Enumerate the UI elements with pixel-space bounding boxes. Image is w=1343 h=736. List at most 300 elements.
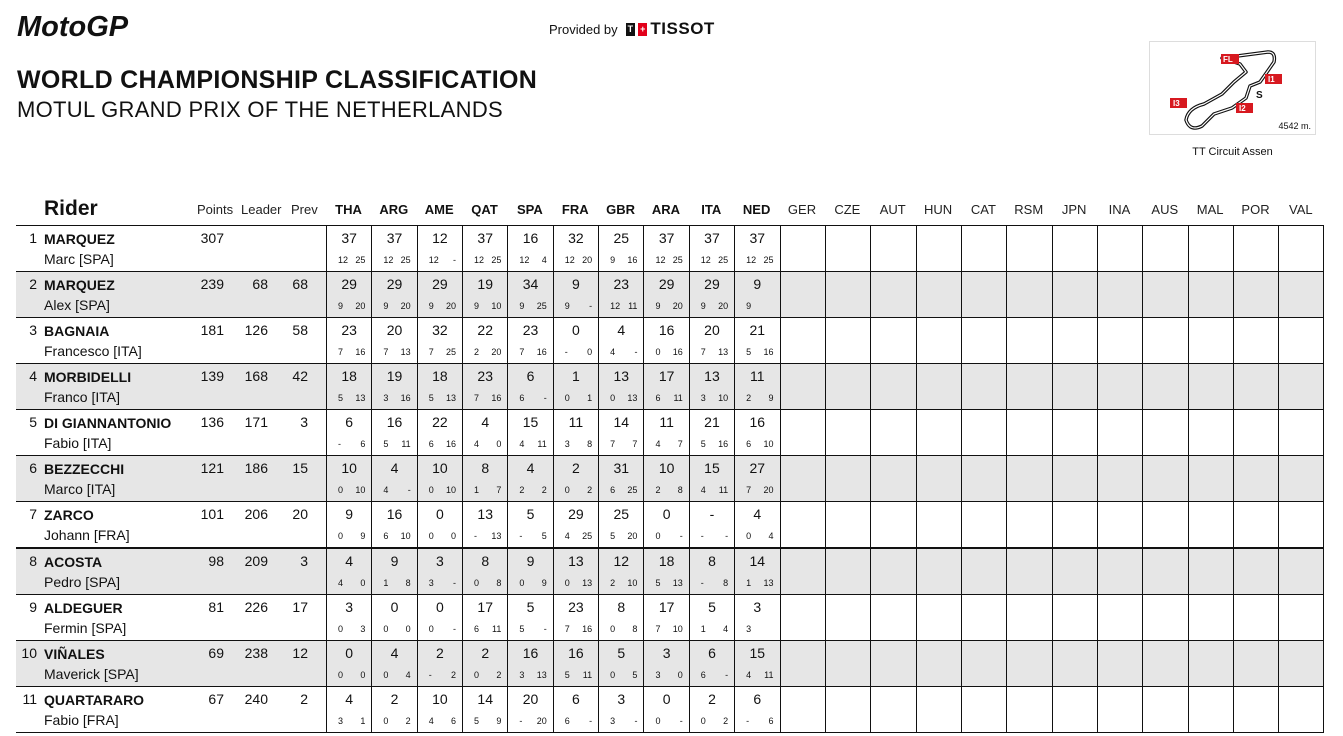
sprint-points: - bbox=[338, 439, 341, 449]
round-total-points: 2 bbox=[435, 645, 444, 661]
table-row bbox=[16, 318, 1324, 364]
sprint-points: 0 bbox=[428, 531, 434, 541]
result-cell-arg bbox=[371, 364, 416, 409]
race-points: 11 bbox=[628, 301, 638, 311]
rider-gap-prev: 58 bbox=[292, 322, 308, 338]
sprint-points: 0 bbox=[338, 624, 344, 634]
result-cell-ame bbox=[417, 456, 462, 501]
result-cell-arg bbox=[371, 641, 416, 686]
round-total-points: 29 bbox=[386, 276, 403, 292]
table-header bbox=[16, 195, 1324, 226]
result-cell-qat bbox=[462, 687, 507, 732]
round-total-points: 8 bbox=[708, 553, 716, 569]
round-total-points: 37 bbox=[341, 230, 357, 246]
sprint-points: 7 bbox=[474, 393, 480, 403]
sprint-points: 5 bbox=[383, 439, 389, 449]
rider-name-nation: Alex [SPA] bbox=[44, 297, 110, 313]
race-points: 4 bbox=[723, 624, 729, 634]
result-cell-jpn bbox=[1052, 549, 1097, 594]
result-cell-aus bbox=[1142, 595, 1187, 640]
sprint-points: 4 bbox=[383, 485, 389, 495]
race-points: 20 bbox=[582, 255, 593, 265]
result-cell-gbr bbox=[598, 410, 643, 455]
result-cell-arg bbox=[371, 687, 416, 732]
race-points: 8 bbox=[496, 578, 502, 588]
round-header-aus: AUS bbox=[1151, 202, 1179, 217]
round-total-points: 32 bbox=[432, 322, 448, 338]
sprint-points: 3 bbox=[655, 670, 661, 680]
race-points: 1 bbox=[360, 716, 366, 726]
result-cell-ame bbox=[417, 410, 462, 455]
race-points: 2 bbox=[541, 485, 547, 495]
round-total-points: 3 bbox=[345, 599, 354, 615]
sprint-points: 0 bbox=[383, 716, 389, 726]
round-total-points: 25 bbox=[613, 230, 630, 246]
sprint-points: 0 bbox=[746, 531, 752, 541]
round-total-points: 3 bbox=[435, 553, 444, 569]
sprint-points: 0 bbox=[564, 578, 570, 588]
race-points: 25 bbox=[536, 301, 547, 311]
round-total-points: 3 bbox=[617, 691, 626, 707]
result-cell-hun bbox=[916, 456, 961, 501]
result-cell-gbr bbox=[598, 272, 643, 317]
logo-text: MotoGP bbox=[17, 12, 129, 40]
result-cell-rsm bbox=[1006, 595, 1051, 640]
sprint-points: 0 bbox=[610, 624, 616, 634]
rider-points: 67 bbox=[208, 691, 224, 707]
race-points: 25 bbox=[446, 347, 457, 357]
round-total-points: 9 bbox=[390, 553, 399, 569]
round-total-points: 8 bbox=[481, 460, 490, 476]
result-cell-aut bbox=[870, 595, 915, 640]
race-points: 6 bbox=[360, 439, 366, 449]
result-cell-spa bbox=[507, 687, 552, 732]
result-cell-hun bbox=[916, 687, 961, 732]
race-points: 0 bbox=[677, 670, 683, 680]
rider-surname: BEZZECCHI bbox=[44, 461, 125, 477]
result-cell-aus bbox=[1142, 502, 1187, 547]
result-cell-ned bbox=[734, 410, 779, 455]
rider-gap-leader: 68 bbox=[252, 276, 268, 292]
round-header-qat: QAT bbox=[471, 202, 498, 217]
result-cell-tha bbox=[326, 549, 371, 594]
result-cell-cat bbox=[961, 410, 1006, 455]
round-total-points: 17 bbox=[658, 368, 675, 384]
result-cell-aus bbox=[1142, 364, 1187, 409]
result-cell-spa bbox=[507, 549, 552, 594]
rider-position: 6 bbox=[29, 460, 37, 476]
result-cell-qat bbox=[462, 549, 507, 594]
round-total-points: 23 bbox=[568, 599, 584, 615]
result-cell-aut bbox=[870, 272, 915, 317]
round-total-points: 20 bbox=[704, 322, 720, 338]
result-cell-mal bbox=[1188, 595, 1233, 640]
table-body bbox=[16, 226, 1324, 733]
rider-name-nation: Francesco [ITA] bbox=[44, 343, 142, 359]
result-cell-ita bbox=[689, 687, 734, 732]
race-points: 8 bbox=[405, 578, 411, 588]
sprint-points: 7 bbox=[610, 439, 616, 449]
round-total-points: 31 bbox=[613, 460, 630, 476]
result-cell-por bbox=[1233, 318, 1278, 363]
result-cell-cze bbox=[825, 502, 870, 547]
round-header-aut: AUT bbox=[879, 202, 906, 217]
race-points: 20 bbox=[446, 301, 457, 311]
round-total-points: 25 bbox=[613, 506, 630, 522]
round-total-points: 37 bbox=[477, 230, 493, 246]
result-cell-arg bbox=[371, 318, 416, 363]
table-row bbox=[16, 687, 1324, 733]
result-cell-cat bbox=[961, 687, 1006, 732]
sprint-points: 7 bbox=[746, 485, 752, 495]
result-cell-ina bbox=[1097, 502, 1142, 547]
result-cell-ger bbox=[780, 272, 825, 317]
race-points: 5 bbox=[541, 531, 547, 541]
result-cell-ita bbox=[689, 595, 734, 640]
round-total-points: 2 bbox=[572, 460, 580, 476]
sprint-points: 0 bbox=[655, 531, 661, 541]
race-points: 20 bbox=[718, 301, 729, 311]
result-cell-ame bbox=[417, 226, 462, 271]
result-cell-aut bbox=[870, 641, 915, 686]
result-cell-val bbox=[1278, 595, 1323, 640]
sprint-points: 2 bbox=[474, 347, 480, 357]
result-cell-hun bbox=[916, 549, 961, 594]
race-points: 9 bbox=[496, 716, 502, 726]
result-cell-mal bbox=[1188, 318, 1233, 363]
round-total-points: 14 bbox=[749, 553, 766, 569]
sprint-points: 5 bbox=[564, 670, 570, 680]
result-cell-qat bbox=[462, 318, 507, 363]
result-cell-ger bbox=[780, 226, 825, 271]
race-points: 11 bbox=[764, 670, 774, 680]
rider-column-header: Rider bbox=[44, 197, 98, 220]
circuit-name: TT Circuit Assen bbox=[1192, 146, 1273, 158]
sprint-points: 6 bbox=[474, 624, 480, 634]
result-cell-aut bbox=[870, 364, 915, 409]
round-total-points: 9 bbox=[526, 553, 535, 569]
rider-surname: QUARTARARO bbox=[44, 692, 145, 708]
round-total-points: 21 bbox=[749, 322, 766, 338]
result-cell-ned bbox=[734, 456, 779, 501]
sprint-points: - bbox=[474, 531, 478, 541]
rider-gap-leader: 171 bbox=[244, 414, 268, 430]
round-total-points: 5 bbox=[526, 506, 535, 522]
race-points: 13 bbox=[672, 578, 683, 588]
sprint-points: 5 bbox=[610, 531, 616, 541]
sprint-points: 5 bbox=[519, 624, 525, 634]
sprint-points: 9 bbox=[383, 301, 389, 311]
round-total-points: 10 bbox=[658, 460, 675, 476]
round-total-points: 6 bbox=[708, 645, 716, 661]
round-total-points: 12 bbox=[432, 230, 448, 246]
round-total-points: 5 bbox=[617, 645, 626, 661]
sprint-points: 3 bbox=[428, 578, 434, 588]
race-points: 8 bbox=[632, 624, 638, 634]
tissot-logo bbox=[626, 19, 715, 39]
result-cell-ger bbox=[780, 502, 825, 547]
sprint-points: 3 bbox=[383, 393, 389, 403]
race-points: 20 bbox=[491, 347, 502, 357]
result-cell-gbr bbox=[598, 549, 643, 594]
round-total-points: 29 bbox=[658, 276, 675, 292]
result-cell-jpn bbox=[1052, 595, 1097, 640]
sprint-points: 3 bbox=[700, 393, 706, 403]
result-cell-aut bbox=[870, 502, 915, 547]
rider-surname: BAGNAIA bbox=[44, 323, 110, 339]
rider-surname: ACOSTA bbox=[44, 554, 103, 570]
result-cell-fra bbox=[553, 410, 598, 455]
provided-by bbox=[549, 19, 715, 39]
rider-points: 239 bbox=[200, 276, 224, 292]
round-total-points: 6 bbox=[572, 691, 580, 707]
sprint-points: 12 bbox=[610, 301, 621, 311]
motogp-logo-mark bbox=[17, 12, 195, 40]
rider-surname: DI GIANNANTONIO bbox=[44, 415, 172, 431]
sprint-points: 0 bbox=[428, 485, 434, 495]
table-row bbox=[16, 364, 1324, 410]
result-cell-jpn bbox=[1052, 226, 1097, 271]
result-cell-cze bbox=[825, 364, 870, 409]
sprint-points: 12 bbox=[746, 255, 757, 265]
table-row bbox=[16, 272, 1324, 318]
sprint-points: 0 bbox=[383, 670, 389, 680]
result-cell-ned bbox=[734, 318, 779, 363]
round-total-points: 18 bbox=[658, 553, 675, 569]
race-points: - bbox=[453, 255, 457, 265]
result-cell-por bbox=[1233, 595, 1278, 640]
round-total-points: 14 bbox=[477, 691, 493, 707]
result-cell-mal bbox=[1188, 641, 1233, 686]
result-cell-val bbox=[1278, 272, 1323, 317]
round-total-points: 19 bbox=[386, 368, 403, 384]
result-cell-ara bbox=[643, 549, 688, 594]
rider-gap-leader: 186 bbox=[244, 460, 268, 476]
rider-position: 10 bbox=[21, 645, 37, 661]
table-row bbox=[16, 595, 1324, 641]
result-cell-jpn bbox=[1052, 456, 1097, 501]
race-points: - bbox=[634, 347, 638, 357]
result-cell-ita bbox=[689, 641, 734, 686]
sprint-points: 3 bbox=[746, 624, 752, 634]
result-cell-val bbox=[1278, 226, 1323, 271]
rider-name-nation: Fermin [SPA] bbox=[44, 620, 127, 636]
round-total-points: 4 bbox=[390, 645, 399, 661]
sprint-points: 4 bbox=[428, 716, 434, 726]
result-cell-gbr bbox=[598, 641, 643, 686]
result-cell-mal bbox=[1188, 410, 1233, 455]
race-points: 0 bbox=[360, 578, 366, 588]
sprint-points: 4 bbox=[564, 531, 570, 541]
result-cell-cat bbox=[961, 502, 1006, 547]
result-cell-mal bbox=[1188, 272, 1233, 317]
result-cell-hun bbox=[916, 272, 961, 317]
round-total-points: 3 bbox=[662, 645, 671, 661]
circuit-map bbox=[1149, 41, 1316, 135]
race-points: 25 bbox=[763, 255, 774, 265]
race-points: 4 bbox=[541, 255, 547, 265]
race-points: 13 bbox=[536, 670, 547, 680]
rider-points: 121 bbox=[200, 460, 224, 476]
result-cell-tha bbox=[326, 641, 371, 686]
rider-gap-leader: 240 bbox=[244, 691, 268, 707]
sprint-points: 12 bbox=[700, 255, 711, 265]
sprint-points: 0 bbox=[564, 393, 570, 403]
round-header-ame: AME bbox=[424, 202, 454, 217]
result-cell-hun bbox=[916, 364, 961, 409]
race-points: 20 bbox=[355, 301, 366, 311]
sprint-points: 0 bbox=[338, 670, 344, 680]
result-cell-por bbox=[1233, 502, 1278, 547]
sprint-points: 9 bbox=[700, 301, 706, 311]
race-points: 10 bbox=[627, 578, 638, 588]
result-cell-ina bbox=[1097, 272, 1142, 317]
round-total-points: 16 bbox=[522, 645, 539, 661]
sprint-points: 0 bbox=[474, 578, 480, 588]
table-row bbox=[16, 502, 1324, 548]
race-points: 2 bbox=[496, 670, 502, 680]
result-cell-por bbox=[1233, 549, 1278, 594]
round-total-points: 3 bbox=[753, 599, 762, 615]
race-points: 13 bbox=[627, 393, 638, 403]
race-points: - bbox=[634, 716, 638, 726]
sprint-points: 0 bbox=[610, 393, 616, 403]
race-points: 11 bbox=[492, 624, 502, 634]
sprint-points: 9 bbox=[428, 301, 434, 311]
round-total-points: 9 bbox=[753, 276, 762, 292]
result-cell-val bbox=[1278, 364, 1323, 409]
result-cell-tha bbox=[326, 226, 371, 271]
result-cell-ara bbox=[643, 502, 688, 547]
result-cell-ame bbox=[417, 318, 462, 363]
sprint-points: 1 bbox=[746, 578, 752, 588]
result-cell-hun bbox=[916, 641, 961, 686]
result-cell-jpn bbox=[1052, 364, 1097, 409]
race-points: 2 bbox=[723, 716, 729, 726]
rider-position: 3 bbox=[29, 322, 37, 338]
result-cell-por bbox=[1233, 641, 1278, 686]
result-cell-qat bbox=[462, 226, 507, 271]
sprint-points: 2 bbox=[655, 485, 661, 495]
race-points: 8 bbox=[723, 578, 729, 588]
rider-name-nation: Pedro [SPA] bbox=[44, 574, 121, 590]
result-cell-ina bbox=[1097, 318, 1142, 363]
round-total-points: 15 bbox=[749, 645, 766, 661]
sprint-points: 7 bbox=[700, 347, 706, 357]
result-cell-aus bbox=[1142, 318, 1187, 363]
result-cell-arg bbox=[371, 272, 416, 317]
round-total-points: 16 bbox=[658, 322, 675, 338]
race-points: 20 bbox=[400, 301, 411, 311]
result-cell-fra bbox=[553, 272, 598, 317]
table-row bbox=[16, 456, 1324, 502]
round-total-points: 16 bbox=[522, 230, 539, 246]
sprint-points: 1 bbox=[474, 485, 480, 495]
result-cell-cze bbox=[825, 687, 870, 732]
result-cell-ina bbox=[1097, 410, 1142, 455]
round-total-points: 22 bbox=[477, 322, 493, 338]
result-cell-ara bbox=[643, 226, 688, 271]
sprint-points: 9 bbox=[338, 301, 344, 311]
result-cell-rsm bbox=[1006, 364, 1051, 409]
result-cell-ned bbox=[734, 364, 779, 409]
race-points: 25 bbox=[400, 255, 411, 265]
result-cell-ita bbox=[689, 456, 734, 501]
rider-points: 81 bbox=[208, 599, 224, 615]
result-cell-jpn bbox=[1052, 410, 1097, 455]
prev-column-header: Prev bbox=[291, 202, 318, 217]
result-cell-ned bbox=[734, 687, 779, 732]
round-header-rsm: RSM bbox=[1014, 202, 1044, 217]
result-cell-aus bbox=[1142, 687, 1187, 732]
race-points: 9 bbox=[541, 578, 547, 588]
sprint-points: 9 bbox=[519, 301, 525, 311]
sprint-points: 5 bbox=[700, 439, 706, 449]
result-cell-arg bbox=[371, 410, 416, 455]
round-total-points: 16 bbox=[386, 506, 403, 522]
result-cell-cat bbox=[961, 318, 1006, 363]
rider-surname: ALDEGUER bbox=[44, 600, 123, 616]
result-cell-aus bbox=[1142, 272, 1187, 317]
result-cell-jpn bbox=[1052, 318, 1097, 363]
result-cell-gbr bbox=[598, 456, 643, 501]
race-points: - bbox=[725, 670, 729, 680]
round-total-points: 6 bbox=[753, 691, 762, 707]
result-cell-cat bbox=[961, 364, 1006, 409]
result-cell-ara bbox=[643, 687, 688, 732]
race-points: 25 bbox=[582, 531, 593, 541]
result-cell-spa bbox=[507, 456, 552, 501]
round-header-cze: CZE bbox=[834, 202, 861, 217]
rider-gap-prev: 68 bbox=[292, 276, 308, 292]
sprint-points: 5 bbox=[428, 393, 434, 403]
round-total-points: 2 bbox=[708, 691, 716, 707]
round-total-points: 0 bbox=[435, 599, 444, 615]
race-points: - bbox=[725, 531, 729, 541]
sprint-points: 12 bbox=[519, 255, 530, 265]
result-cell-cze bbox=[825, 595, 870, 640]
race-points: 6 bbox=[768, 716, 774, 726]
result-cell-ame bbox=[417, 364, 462, 409]
round-total-points: 17 bbox=[658, 599, 675, 615]
race-points: - bbox=[679, 531, 683, 541]
result-cell-fra bbox=[553, 318, 598, 363]
round-header-val: VAL bbox=[1289, 202, 1313, 217]
result-cell-hun bbox=[916, 595, 961, 640]
result-cell-fra bbox=[553, 502, 598, 547]
round-total-points: 0 bbox=[390, 599, 399, 615]
result-cell-tha bbox=[326, 318, 371, 363]
sprint-points: 4 bbox=[610, 347, 616, 357]
result-cell-cat bbox=[961, 595, 1006, 640]
result-cell-por bbox=[1233, 272, 1278, 317]
result-cell-cze bbox=[825, 226, 870, 271]
result-cell-tha bbox=[326, 687, 371, 732]
result-cell-aus bbox=[1142, 226, 1187, 271]
result-cell-cze bbox=[825, 318, 870, 363]
race-points: 3 bbox=[360, 624, 366, 634]
race-points: 4 bbox=[405, 670, 411, 680]
circuit-length: 4542 m. bbox=[1278, 121, 1311, 131]
sprint-points: - bbox=[428, 670, 432, 680]
round-total-points: 23 bbox=[522, 322, 539, 338]
result-cell-ned bbox=[734, 641, 779, 686]
rider-gap-leader: 206 bbox=[244, 506, 268, 522]
race-points: 1 bbox=[587, 393, 593, 403]
result-cell-por bbox=[1233, 364, 1278, 409]
round-total-points: 1 bbox=[572, 368, 580, 384]
race-points: 16 bbox=[400, 393, 411, 403]
